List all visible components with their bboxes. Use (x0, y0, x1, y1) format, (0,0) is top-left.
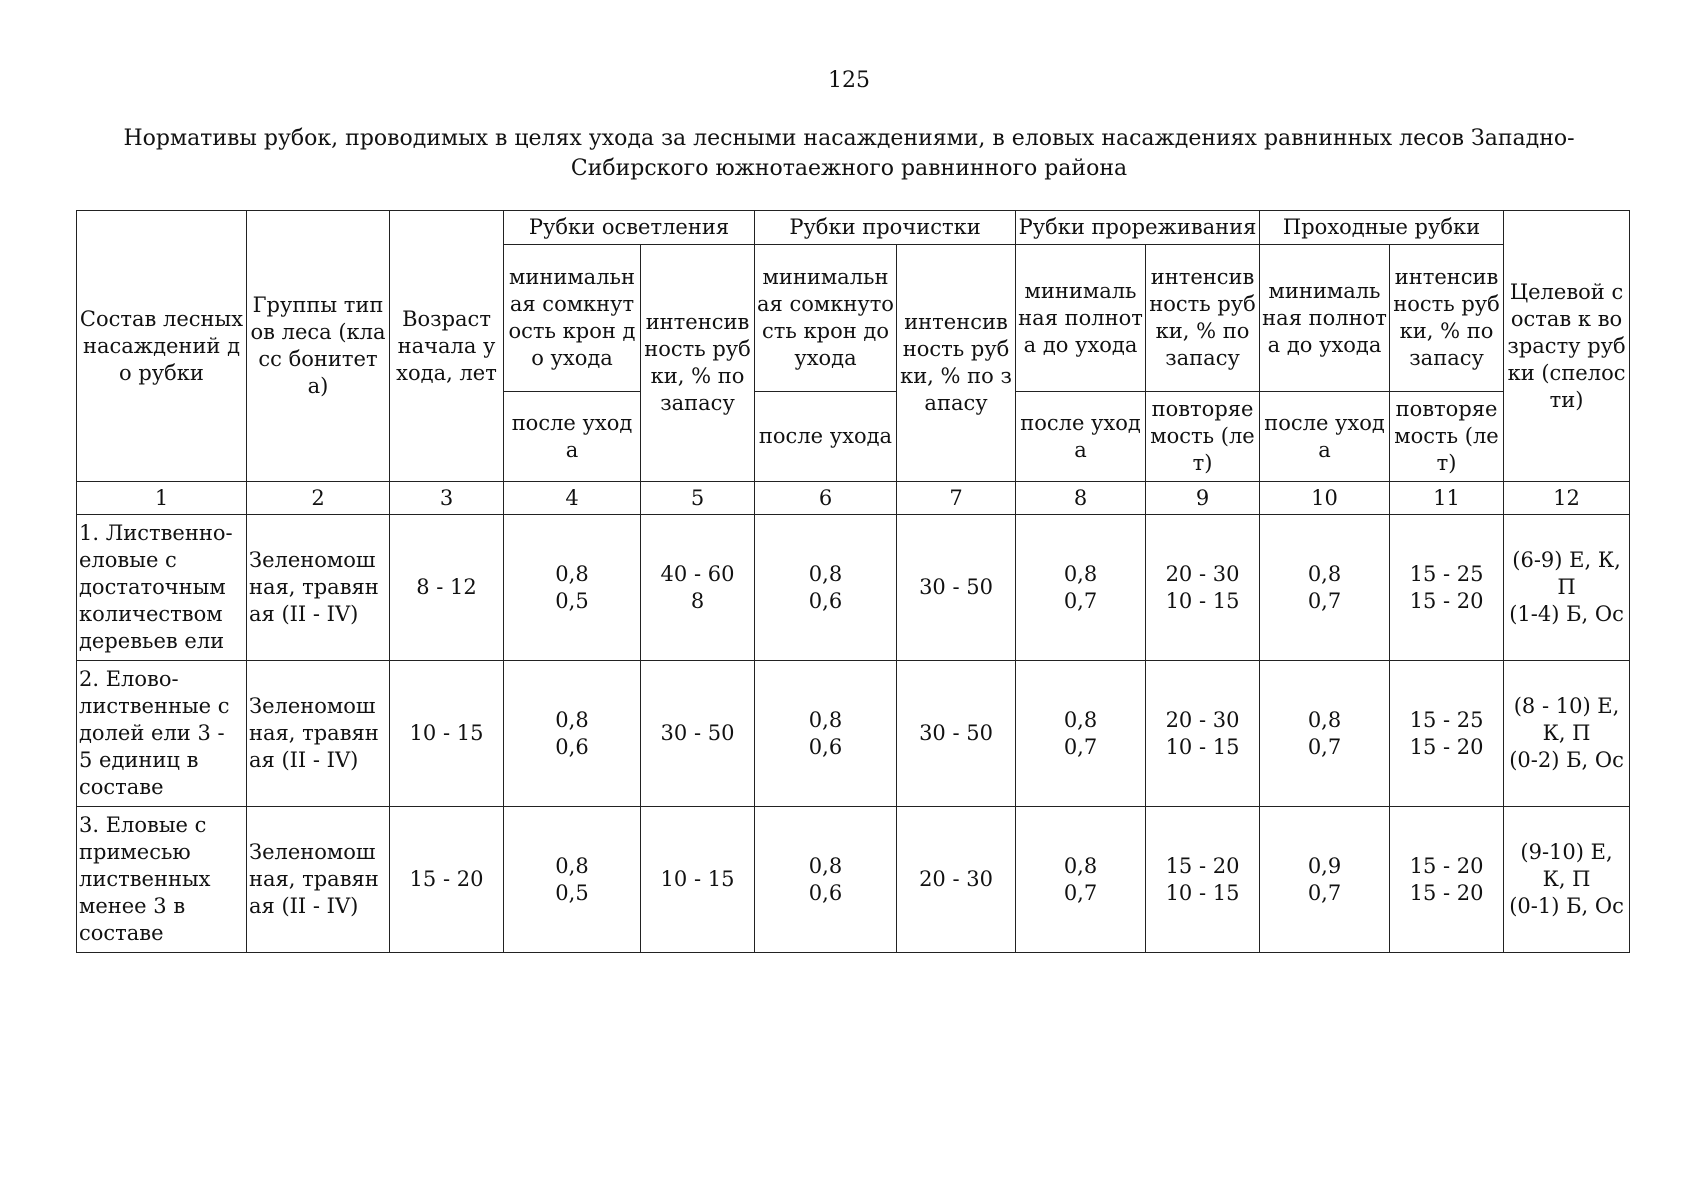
column-number: 12 (1504, 482, 1630, 515)
cell-value: 15 - 20 (1409, 734, 1484, 759)
cell-forest-type: Зеленомошная, травяная (II - IV) (247, 515, 390, 661)
cell-c11 (1390, 807, 1504, 953)
document-title-line-1: Нормативы рубок, проводимых в целях ухода за лесными насаждениями, в еловых насаждениях равнинных лесов Западно- (123, 126, 1575, 151)
column-number: 11 (1390, 482, 1504, 515)
header-group-clarification: Рубки осветления (504, 211, 755, 245)
cell-c9 (1146, 515, 1260, 661)
cell-value: 0,8 (1063, 561, 1098, 586)
column-number: 4 (504, 482, 641, 515)
cell-value: 0,5 (555, 880, 589, 905)
cell-value: 20 - 30 (1165, 707, 1240, 732)
care-felling-norms-table (76, 210, 1630, 953)
cell-forest-type: Зеленомошная, травяная (II - IV) (247, 661, 390, 807)
cell-c6 (755, 807, 897, 953)
column-number: 10 (1260, 482, 1390, 515)
cell-c10 (1260, 661, 1390, 807)
header-target-composition: Целевой состав к возрасту рубки (спелости) (1504, 211, 1630, 482)
cell-c8 (1016, 515, 1146, 661)
cell-c6 (755, 661, 897, 807)
column-number: 8 (1016, 482, 1146, 515)
header-after-care-1: после ухода (504, 392, 641, 482)
cell-value: 0,5 (555, 588, 589, 613)
header-intensity-1: интенсивность рубки, % по запасу (641, 245, 755, 482)
cell-value: 0,6 (555, 734, 589, 759)
cell-value: 0,8 (1307, 561, 1342, 586)
header-min-density-4: минимальная полнота до ухода (1260, 245, 1390, 392)
cell-value: 15 - 25 (1409, 561, 1484, 586)
cell-c5 (641, 661, 755, 807)
column-number: 1 (77, 482, 247, 515)
document-title-line-2: Сибирского южнотаежного равнинного района (570, 156, 1128, 181)
cell-value: 0,7 (1063, 734, 1098, 759)
cell-value: 15 - 20 (1165, 853, 1240, 878)
header-after-care-3: после ухода (1016, 392, 1146, 482)
column-number: 6 (755, 482, 897, 515)
cell-start-age: 15 - 20 (390, 807, 504, 953)
cell-value: 0,8 (1063, 853, 1098, 878)
cell-c9 (1146, 661, 1260, 807)
cell-value: (9-10) Е, К, П (1520, 840, 1613, 891)
header-group-passage: Проходные рубки (1260, 211, 1504, 245)
cell-value: 10 - 15 (660, 867, 735, 891)
header-intensity-2: интенсивность рубки, % по запасу (897, 245, 1016, 482)
cell-value: 0,7 (1307, 880, 1342, 905)
cell-value: 0,8 (808, 853, 843, 878)
header-after-care-2: после ухода (755, 392, 897, 482)
column-number: 3 (390, 482, 504, 515)
column-number: 5 (641, 482, 755, 515)
column-numbers-row (77, 482, 1630, 515)
cell-value: 15 - 20 (1409, 880, 1484, 905)
cell-value: 20 - 30 (1165, 561, 1240, 586)
cell-value: (0-2) Б, Ос (1509, 748, 1624, 772)
cell-c10 (1260, 807, 1390, 953)
cell-composition: 3. Еловые с примесью лиственных менее 3 в составе (77, 807, 247, 953)
cell-value: 0,8 (808, 561, 843, 586)
cell-c9 (1146, 807, 1260, 953)
cell-value: 0,6 (808, 734, 843, 759)
header-repeat-4: повторяемость (лет) (1390, 392, 1504, 482)
cell-value: (0-1) Б, Ос (1509, 894, 1624, 918)
cell-start-age: 8 - 12 (390, 515, 504, 661)
cell-value: 0,7 (1307, 588, 1342, 613)
cell-value: 30 - 50 (919, 575, 993, 599)
cell-value: 0,9 (1307, 853, 1342, 878)
cell-c12 (1504, 515, 1630, 661)
cell-value: 0,8 (1063, 707, 1098, 732)
cell-value: (1-4) Б, Ос (1509, 602, 1624, 626)
cell-value: 0,6 (808, 880, 843, 905)
cell-c7 (897, 661, 1016, 807)
cell-c5 (641, 515, 755, 661)
cell-c12 (1504, 661, 1630, 807)
cell-c5 (641, 807, 755, 953)
cell-c7 (897, 807, 1016, 953)
cell-c11 (1390, 515, 1504, 661)
header-start-age: Возраст начала ухода, лет (390, 211, 504, 482)
cell-c7 (897, 515, 1016, 661)
cell-value: 15 - 25 (1409, 707, 1484, 732)
page-number: 125 (828, 68, 870, 93)
cell-value: 0,8 (1307, 707, 1342, 732)
cell-c8 (1016, 661, 1146, 807)
table-row (77, 515, 1630, 661)
column-number: 2 (247, 482, 390, 515)
cell-value: 10 - 15 (1165, 880, 1240, 905)
header-group-thinning: Рубки прореживания (1016, 211, 1260, 245)
header-min-closure-1: минимальная сомкнутость крон до ухода (504, 245, 641, 392)
cell-value: 15 - 20 (1409, 588, 1484, 613)
cell-c10 (1260, 515, 1390, 661)
cell-value: 15 - 20 (1409, 853, 1484, 878)
header-after-care-4: после ухода (1260, 392, 1390, 482)
cell-value: 0,8 (555, 561, 589, 586)
cell-value: 10 - 15 (1165, 588, 1240, 613)
cell-value: (8 - 10) Е, К, П (1513, 694, 1620, 745)
cell-value: 30 - 50 (919, 721, 993, 745)
cell-value: 20 - 30 (919, 867, 993, 891)
cell-value: (6-9) Е, К, П (1512, 548, 1621, 599)
document-title (100, 124, 1598, 184)
cell-c8 (1016, 807, 1146, 953)
header-group-cleaning: Рубки прочистки (755, 211, 1016, 245)
table-body (77, 515, 1630, 953)
header-min-density-3: минимальная полнота до ухода (1016, 245, 1146, 392)
header-composition: Состав лесных насаждений до рубки (77, 211, 247, 482)
table-row (77, 661, 1630, 807)
cell-composition: 1. Лиственно-еловые с достаточным количеством деревьев ели (77, 515, 247, 661)
header-row-groups (77, 211, 1630, 245)
column-number: 9 (1146, 482, 1260, 515)
cell-c4 (504, 515, 641, 661)
cell-value: 0,8 (808, 707, 843, 732)
column-number: 7 (897, 482, 1016, 515)
header-repeat-3: повторяемость (лет) (1146, 392, 1260, 482)
cell-composition: 2. Елово-лиственные с долей ели 3 - 5 единиц в составе (77, 661, 247, 807)
cell-c11 (1390, 661, 1504, 807)
header-forest-groups: Группы типов леса (класс бонитета) (247, 211, 390, 482)
cell-value: 30 - 50 (660, 721, 735, 745)
cell-value: 10 - 15 (1165, 734, 1240, 759)
header-intensity-4: интенсивность рубки, % по запасу (1390, 245, 1504, 392)
cell-value: 40 - 60 (660, 561, 735, 586)
cell-c4 (504, 807, 641, 953)
cell-value: 0,7 (1063, 588, 1098, 613)
cell-c6 (755, 515, 897, 661)
cell-c12 (1504, 807, 1630, 953)
cell-value: 0,6 (808, 588, 843, 613)
cell-value: 8 (690, 588, 705, 613)
cell-value: 0,7 (1307, 734, 1342, 759)
cell-c4 (504, 661, 641, 807)
cell-value: 0,7 (1063, 880, 1098, 905)
header-min-closure-2: минимальная сомкнутость крон до ухода (755, 245, 897, 392)
table-row (77, 807, 1630, 953)
cell-forest-type: Зеленомошная, травяная (II - IV) (247, 807, 390, 953)
cell-start-age: 10 - 15 (390, 661, 504, 807)
cell-value: 0,8 (555, 853, 589, 878)
cell-value: 0,8 (555, 707, 589, 732)
header-intensity-3: интенсивность рубки, % по запасу (1146, 245, 1260, 392)
